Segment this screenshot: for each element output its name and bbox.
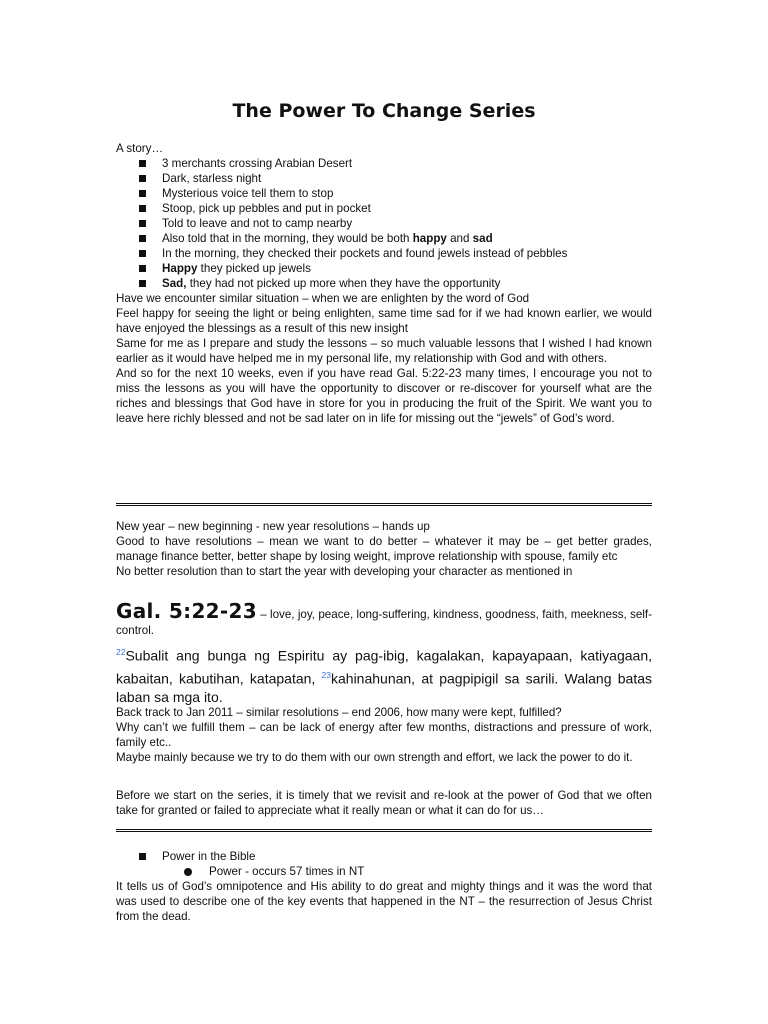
power-bullet-list: [116, 849, 652, 864]
series-start-section: [116, 788, 652, 818]
story-bullet: [116, 156, 652, 171]
resolution-line: No better resolution than to start the year with developing your character as mentioned in: [116, 565, 573, 578]
verse-number: 22: [116, 647, 126, 657]
section-divider: [116, 829, 652, 832]
story-section: [116, 141, 652, 426]
power-sub-list: [116, 864, 652, 879]
bullet-text: they had not picked up more when they have the opportunity: [186, 277, 501, 290]
bold-text: sad: [472, 232, 493, 245]
scripture-reference: Gal. 5:22-23: [116, 599, 257, 623]
resolution-line: Good to have resolutions – mean we want to do better – whatever it may be – get better grades, manage finance better, better shape by losing weight, improve relationship with spouse, family etc: [116, 535, 652, 563]
bullet-text: 3 merchants crossing Arabian Desert: [162, 157, 353, 170]
story-bullet: [116, 276, 652, 291]
bullet-text: and: [446, 232, 473, 245]
bold-text: Happy: [162, 262, 198, 275]
section-divider: [116, 503, 652, 506]
story-paragraph: And so for the next 10 weeks, even if you have read Gal. 5:22-23 many times, I encourage you not to miss the lessons as you will have the opportunity to discover or re-discover for yourself what are the riches and blessings that God have in store for you in producing the fruit of the Spirit. We want you to leave here richly blessed and not be sad later on in life for missing out the “jewels” of God’s word.: [116, 367, 652, 425]
story-bullet: [116, 231, 652, 246]
bullet-text: Told to leave and not to camp nearby: [162, 217, 353, 230]
story-bullet: [116, 201, 652, 216]
tagalog-text: kahinahunan, at pagpipigil sa sarili. Walang batas laban sa mga ito.: [116, 670, 652, 706]
story-bullet: [116, 216, 652, 231]
power-section: [116, 849, 652, 924]
story-paragraph: Same for me as I prepare and study the lessons – so much valuable lessons that I wished I had known earlier as it would have helped me in my personal life, my relationship with God and with others.: [116, 337, 652, 365]
bullet-text: Stoop, pick up pebbles and put in pocket: [162, 202, 371, 215]
story-bullet-list: [116, 156, 652, 291]
story-paragraph: Feel happy for seeing the light or being enlighten, same time sad for if we had known earlier, we would have enjoyed the blessings as a result of this new insight: [116, 307, 652, 335]
tagalog-text: Subalit ang bunga ng Espiritu ay pag-ibig, kagalakan, kapayapaan, katiyagaan, kabaitan, kabutihan, katapatan,: [116, 647, 652, 687]
power-paragraph: It tells us of God’s omnipotence and His ability to do great and mighty things and it was the word that was used to describe one of the key events that happened in the NT – the resurrection of Jesus Christ from the dead.: [116, 880, 652, 923]
bullet-text: Also told that in the morning, they would be both: [162, 232, 413, 245]
bold-text: happy: [412, 232, 447, 245]
galatians-verse: [116, 599, 652, 639]
bold-text: Sad,: [162, 277, 187, 290]
story-intro: A story…: [116, 142, 164, 155]
tagalog-verse: [116, 643, 652, 707]
story-bullet: [116, 171, 652, 186]
story-bullet: [116, 246, 652, 261]
scripture-english: – love, joy, peace, long-suffering, kindness, goodness, faith, meekness, self-control.: [116, 608, 652, 637]
verse-number: 23: [321, 669, 331, 680]
document-title: The Power To Change Series: [232, 100, 536, 122]
backtrack-line: Why can’t we fulfill them – can be lack of energy after few months, distractions and pressure of work, family etc..: [116, 721, 652, 749]
power-bullet: Power in the Bible: [116, 849, 652, 864]
bullet-text: Mysterious voice tell them to stop: [162, 187, 334, 200]
power-sub-bullet: Power - occurs 57 times in NT: [116, 864, 652, 879]
bullet-text: In the morning, they checked their pockets and found jewels instead of pebbles: [162, 247, 568, 260]
story-bullet: [116, 186, 652, 201]
bullet-text: they picked up jewels: [197, 262, 311, 275]
resolutions-section: [116, 519, 652, 579]
galatians-section: [116, 599, 652, 707]
bullet-text: Dark, starless night: [162, 172, 262, 185]
backtrack-line: Maybe mainly because we try to do them with our own strength and effort, we lack the power to do it.: [116, 751, 633, 764]
backtrack-section: [116, 705, 652, 765]
resolution-line: New year – new beginning - new year resolutions – hands up: [116, 520, 430, 533]
series-start-paragraph: Before we start on the series, it is timely that we revisit and re-look at the power of God that we often take for granted or failed to appreciate what it really mean or what it can do for us…: [116, 789, 652, 817]
story-bullet: [116, 261, 652, 276]
story-paragraph: Have we encounter similar situation – when we are enlighten by the word of God: [116, 292, 530, 305]
backtrack-line: Back track to Jan 2011 – similar resolutions – end 2006, how many were kept, fulfilled?: [116, 706, 562, 719]
